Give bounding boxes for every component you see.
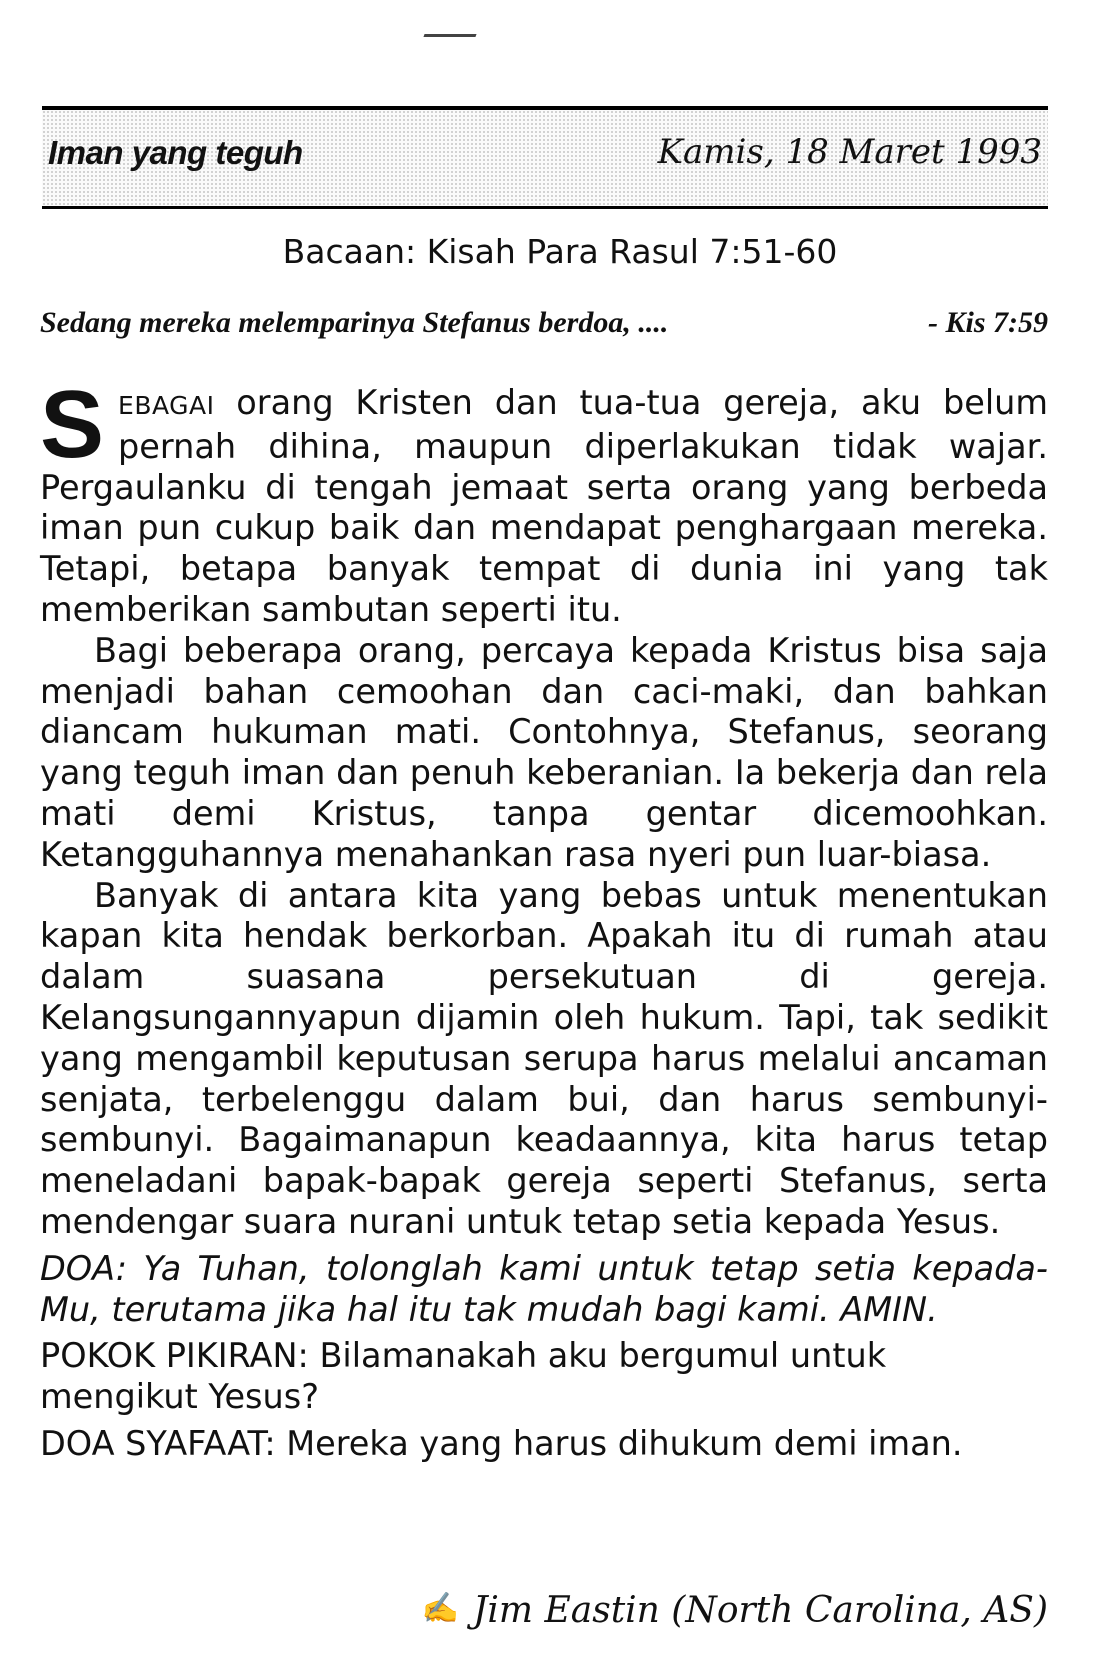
author-name: Jim Eastin (North Carolina, AS): [472, 1590, 1048, 1631]
scan-artifact: [423, 34, 476, 37]
devotional-date: Kamis, 18 Maret 1993: [657, 132, 1042, 172]
paragraph-1: [40, 371, 1048, 631]
prayer: DOA: Ya Tuhan, tolonglah kami untuk tetap setia kepada-Mu, terutama jika hal itu tak mudah bagi kami. AMIN.: [40, 1248, 1048, 1329]
devotional-body: [40, 371, 1048, 1465]
intercession: DOA SYAFAAT: Mereka yang harus dihukum demi iman.: [40, 1423, 963, 1463]
bible-reading: Bacaan: Kisah Para Rasul 7:51-60: [282, 232, 838, 271]
paragraph-1-text: orang Kristen dan tua-tua gereja, aku belum pernah dihina, maupun diperlakukan tidak wajar. Pergaulanku di tengah jemaat serta orang yang berbeda iman pun cukup baik dan mendapat penghargaan mereka. Tetapi, betapa banyak tempat di dunia ini yang tak memberikan sambutan seperti itu.: [40, 383, 1048, 629]
drop-cap: S: [40, 371, 105, 478]
paragraph-2: Bagi beberapa orang, percaya kepada Kristus bisa saja menjadi bahan cemoohan dan caci-maki, dan bahkan diancam hukuman mati. Contohnya, Stefanus, seorang yang teguh iman dan penuh keberanian. Ia bekerja dan rela mati demi Kristus, tanpa gentar dicemoohkan. Ketangguhannya menahankan rasa nyeri pun luar-biasa.: [40, 630, 1048, 874]
key-verse-reference: - Kis 7:59: [928, 306, 1048, 339]
key-verse-text: Sedang mereka melemparinya Stefanus berdoa, ....: [40, 306, 669, 339]
thought-for-the-day: POKOK PIKIRAN: Bilamanakah aku bergumul untuk mengikut Yesus?: [40, 1336, 887, 1417]
author-signature: [422, 1590, 1048, 1631]
lead-smallcaps: EBAGAI: [118, 391, 215, 420]
quill-icon: ✍: [421, 1591, 459, 1626]
devotional-title: Iman yang teguh: [48, 134, 303, 171]
paragraph-3: Banyak di antara kita yang bebas untuk menentukan kapan kita hendak berkorban. Apakah itu di rumah atau dalam suasana persekutuan di gereja. Kelangsungannyapun dijamin oleh hukum. Tapi, tak sedikit yang mengambil keputusan serupa harus melalui ancaman senjata, terbelenggu dalam bui, dan harus sembunyi-sembunyi. Bagaimanapun keadaannya, kita harus tetap meneladani bapak-bapak gereja seperti Stefanus, serta mendengar suara nurani untuk tetap setia kepada Yesus.: [40, 875, 1048, 1241]
key-verse: [40, 306, 1048, 340]
devotional-header: [42, 106, 1048, 209]
